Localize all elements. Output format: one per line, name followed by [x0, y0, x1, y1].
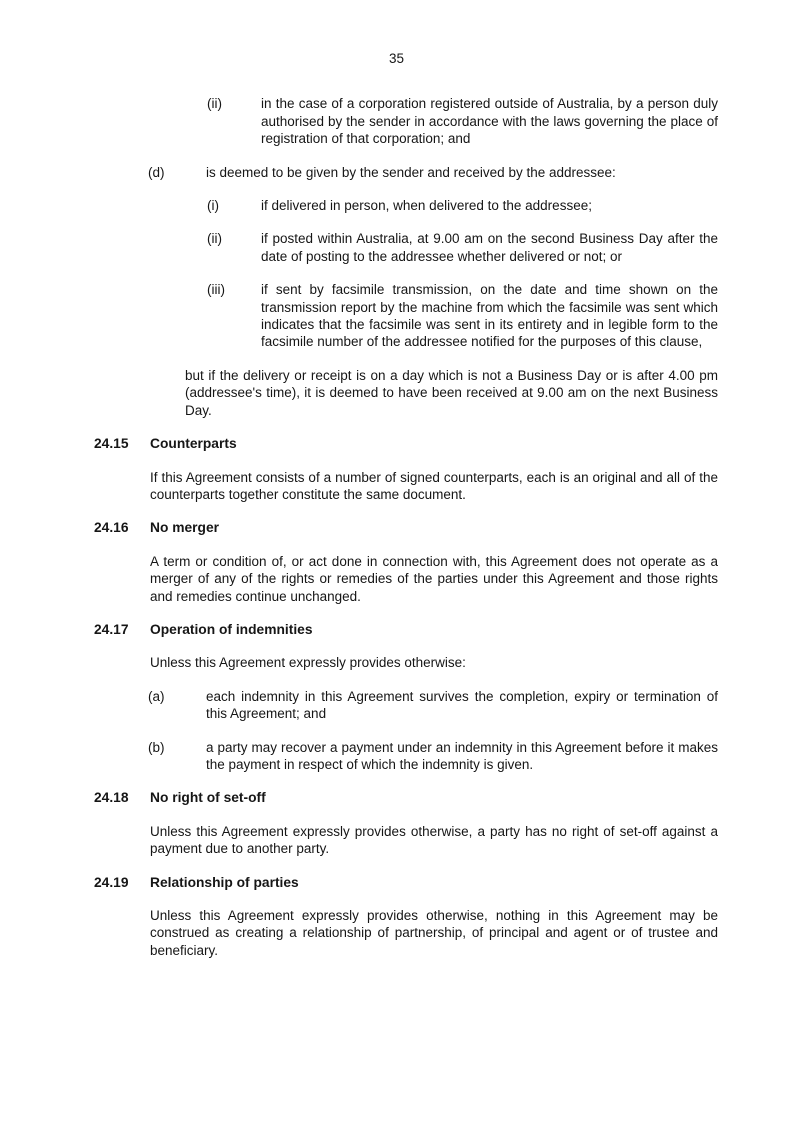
- section-number: 24.18: [94, 790, 129, 806]
- section-title: Operation of indemnities: [150, 621, 313, 637]
- clause-text: is deemed to be given by the sender and received by the addressee:: [206, 164, 616, 180]
- clause-item: [148, 739, 718, 774]
- clause-text: if sent by facsimile transmission, on the date and time shown on the transmission report by the machine from which the facsimile was sent which indicates that the facsimile was sent in its entirety and in legible form to the facsimile number of the addressee notified for the purposes of this clause,: [261, 282, 718, 350]
- section-heading: [94, 621, 718, 638]
- clause-text: in the case of a corporation registered outside of Australia, by a person duly authorised by the sender in accordance with the laws governing the place of registration of that corporation; and: [261, 96, 718, 147]
- section-title: Counterparts: [150, 436, 237, 452]
- clause-marker: (i): [207, 198, 219, 214]
- section-number: 24.16: [94, 520, 129, 536]
- paragraph: but if the delivery or receipt is on a day which is not a Business Day or is after 4.00 pm (addressee's time), it is deemed to have been received at 9.00 am on the next Business Day.: [185, 367, 718, 418]
- section-number: 24.15: [94, 436, 129, 452]
- clause-item: [207, 281, 718, 351]
- clause-marker: (a): [148, 688, 165, 704]
- paragraph: Unless this Agreement expressly provides otherwise, nothing in this Agreement may be construed as creating a relationship of partnership, of principal and agent or of trustee and beneficiary.: [150, 908, 718, 958]
- section-title: Relationship of parties: [150, 874, 299, 890]
- section-number: 24.19: [94, 874, 129, 890]
- paragraph: A term or condition of, or act done in connection with, this Agreement does not operate as a merger of any of the rights or remedies of the parties under this Agreement and those rights and remedies continue unchanged.: [150, 553, 718, 604]
- page-number: 35: [388, 51, 405, 66]
- clause-marker: (iii): [207, 282, 225, 298]
- section-number: 24.17: [94, 621, 129, 637]
- clause-marker: (d): [148, 164, 165, 180]
- clause-item: [148, 164, 718, 181]
- section-heading: [94, 874, 718, 891]
- section-heading: [94, 435, 718, 452]
- section-title: No right of set-off: [150, 790, 266, 806]
- clause-marker: (ii): [207, 96, 222, 112]
- clause-item: [207, 197, 718, 214]
- clause-text: each indemnity in this Agreement survives the completion, expiry or termination of this Agreement; and: [206, 688, 718, 722]
- clause-text: if delivered in person, when delivered to the addressee;: [261, 198, 592, 214]
- clause-text: if posted within Australia, at 9.00 am on the second Business Day after the date of posting to the addressee whether delivered or not; or: [261, 231, 718, 264]
- clause-item: [207, 230, 718, 265]
- section-heading: [94, 789, 718, 806]
- paragraph: Unless this Agreement expressly provides otherwise, a party has no right of set-off against a payment due to another party.: [150, 823, 718, 857]
- clause-marker: (ii): [207, 231, 222, 247]
- section-title: No merger: [150, 520, 220, 536]
- clause-item: [207, 95, 718, 147]
- section-heading: [94, 519, 718, 536]
- clause-item: [148, 688, 718, 723]
- clause-marker: (b): [148, 739, 165, 755]
- clause-text: a party may recover a payment under an indemnity in this Agreement before it makes the payment in respect of which the indemnity is given.: [206, 739, 718, 772]
- paragraph: If this Agreement consists of a number of signed counterparts, each is an original and all of the counterparts together constitute the same document.: [150, 469, 718, 502]
- paragraph: Unless this Agreement expressly provides otherwise:: [150, 655, 466, 671]
